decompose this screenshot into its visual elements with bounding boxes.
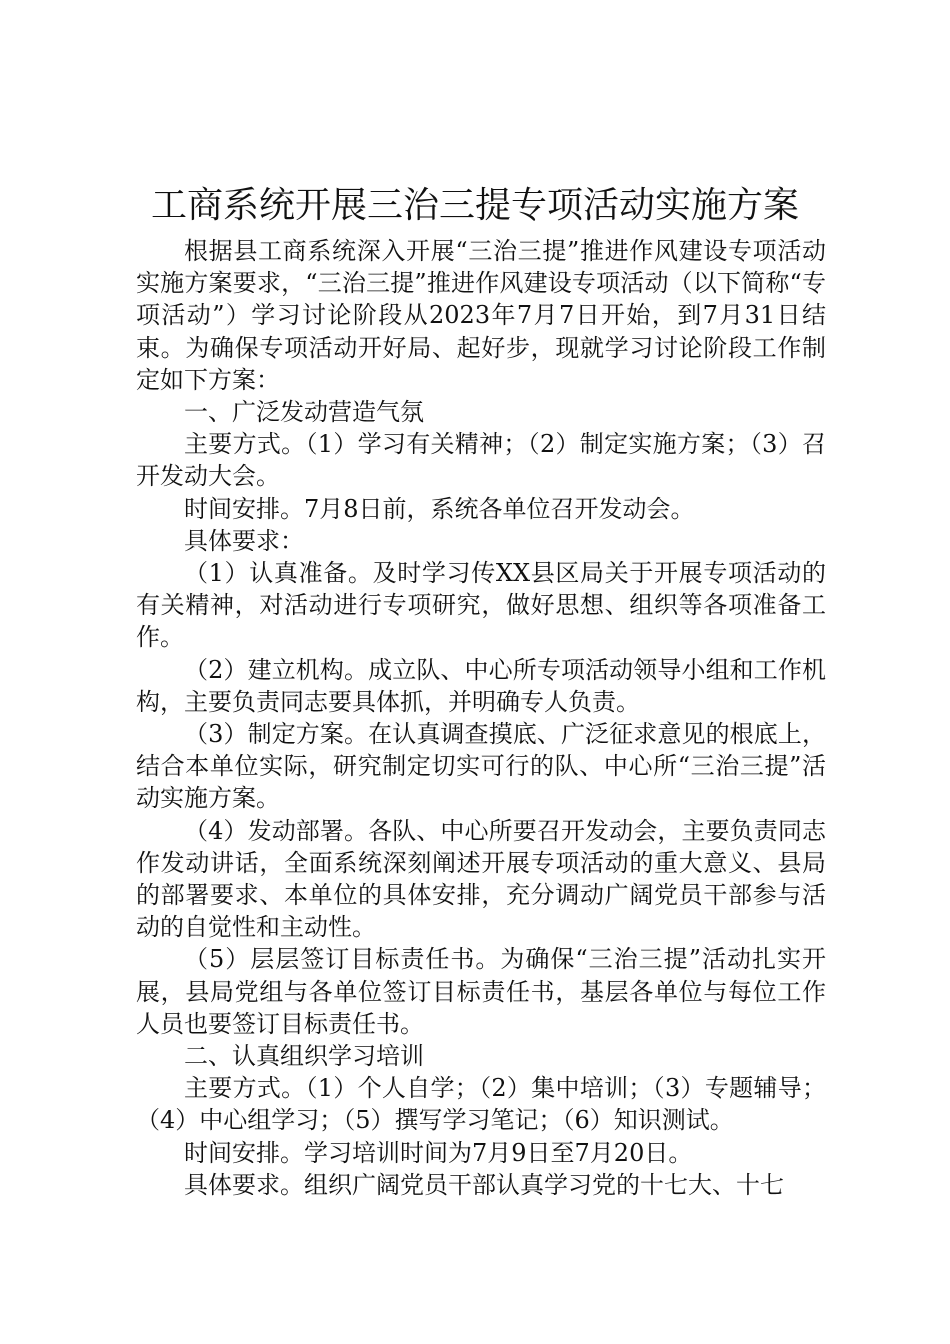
paragraph-requirement-3: （3）制定方案。在认真调查摸底、广泛征求意见的根底上，结合本单位实际，研究制定切实可行的队、中心所“三治三提”活动实施方案。 xyxy=(136,720,826,813)
paragraph-requirements-label: 具体要求： xyxy=(184,526,304,555)
paragraph-requirement-5: （5）层层签订目标责任书。为确保“三治三提”活动扎实开展，县局党组与各单位签订目标责任书，基层各单位与每位工作人员也要签订目标责任书。 xyxy=(136,945,826,1038)
document-title: 工商系统开展三治三提专项活动实施方案 xyxy=(150,185,799,226)
paragraph-requirement-1: （1）认真准备。及时学习传XX县区局关于开展专项活动的有关精神，对活动进行专项研究，做好思想、组织等各项准备工作。 xyxy=(136,559,826,652)
paragraph-schedule-2: 时间安排。学习培训时间为7月9日至7月20日。 xyxy=(184,1138,693,1167)
document-body xyxy=(136,235,826,1201)
paragraph-main-methods-2: 主要方式。（1）个人自学；（2）集中培训；（3）专题辅导；（4）中心组学习；（5）撰写学习笔记；（6）知识测试。 xyxy=(136,1074,826,1135)
paragraph-requirement-4: （4）发动部署。各队、中心所要召开发动会，主要负责同志作发动讲话，全面系统深刻阐述开展专项活动的重大意义、县局的部署要求、本单位的具体安排，充分调动广阔党员干部参与活动的自觉性和主动性。 xyxy=(136,816,826,942)
section-heading-1: 一、广泛发动营造气氛 xyxy=(184,398,424,427)
paragraph-schedule-1: 时间安排。7月8日前，系统各单位召开发动会。 xyxy=(184,494,695,523)
paragraph-main-methods-1: 主要方式。（1）学习有关精神；（2）制定实施方案；（3）召开发动大会。 xyxy=(136,430,826,491)
paragraph-requirements-2: 具体要求。组织广阔党员干部认真学习党的十七大、十七 xyxy=(184,1170,784,1199)
paragraph-intro: 根据县工商系统深入开展“三治三提”推进作风建设专项活动实施方案要求，“三治三提”推进作风建设专项活动（以下简称“专项活动”）学习讨论阶段从2023年7月7日开始，到7月31日结束。为确保专项活动开好局、起好步，现就学习讨论阶段工作制定如下方案： xyxy=(136,237,826,394)
section-heading-2: 二、认真组织学习培训 xyxy=(184,1042,424,1071)
paragraph-requirement-2: （2）建立机构。成立队、中心所专项活动领导小组和工作机构，主要负责同志要具体抓，并明确专人负责。 xyxy=(136,655,826,716)
